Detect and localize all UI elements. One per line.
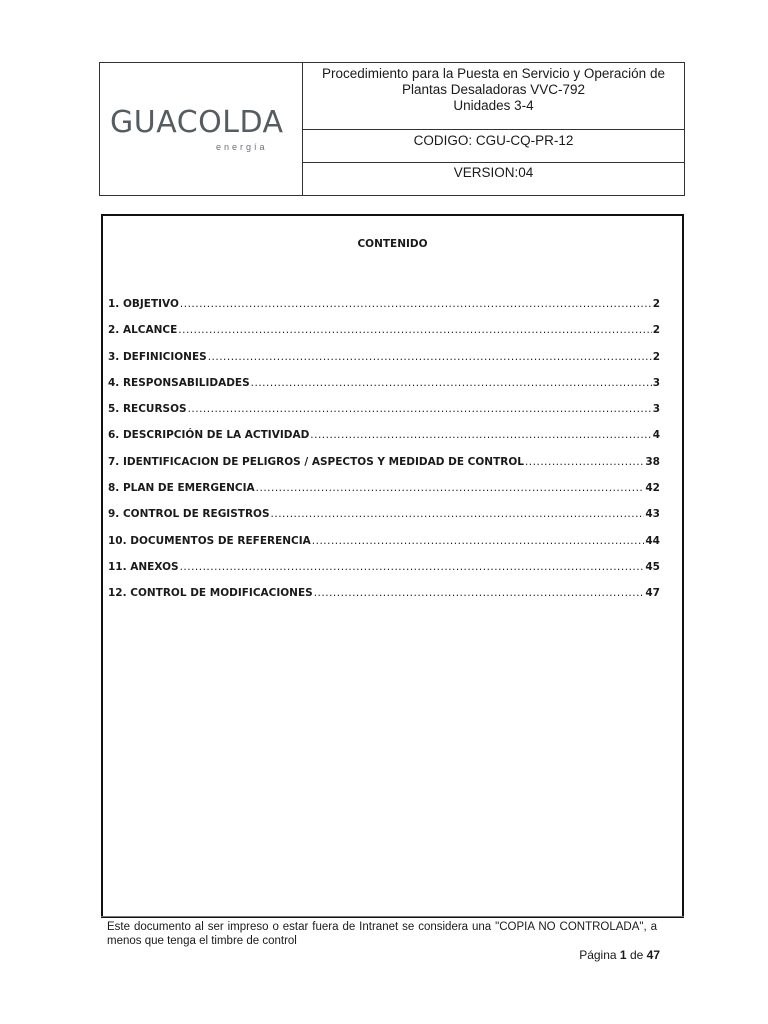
toc-entry-page: 45 — [645, 560, 660, 573]
toc-entry[interactable] — [108, 456, 660, 482]
page-current: 1 — [619, 948, 627, 962]
toc-entry-page: 4 — [652, 429, 660, 442]
toc-entry[interactable] — [108, 482, 660, 508]
toc-entry[interactable] — [108, 535, 660, 561]
toc-entry-label: 2. ALCANCE — [108, 324, 178, 337]
toc-leader-dots — [312, 535, 645, 547]
toc-leader-dots — [314, 587, 645, 599]
toc-heading: CONTENIDO — [357, 238, 428, 250]
table-of-contents-box — [101, 214, 684, 918]
toc-entry[interactable] — [108, 351, 660, 377]
toc-entry-label: 4. RESPONSABILIDADES — [108, 376, 250, 389]
toc-entry[interactable] — [108, 298, 660, 324]
logo-subtitle: energía — [216, 142, 268, 152]
document-header — [99, 62, 685, 196]
toc-leader-dots — [208, 351, 652, 363]
page-total: 47 — [646, 948, 660, 962]
footer-divider — [101, 916, 684, 917]
logo-wordmark: GUACOLDA — [110, 105, 284, 140]
toc-entry[interactable] — [108, 587, 660, 613]
page-separator: de — [629, 948, 644, 962]
title-line-2: Plantas Desaladoras VVC-792 — [401, 82, 586, 97]
toc-entry[interactable] — [108, 403, 660, 429]
toc-entry-label: 11. ANEXOS — [108, 560, 179, 573]
toc-leader-dots — [251, 377, 652, 389]
document-code: CODIGO: CGU-CQ-PR-12 — [303, 130, 684, 163]
toc-entry-label: 9. CONTROL DE REGISTROS — [108, 508, 270, 521]
toc-leader-dots — [256, 482, 645, 494]
toc-entry-page: 44 — [645, 534, 660, 547]
toc-entry[interactable] — [108, 561, 660, 587]
title-line-1: Procedimiento para la Puesta en Servicio y Operación de — [322, 66, 665, 81]
toc-entry-label: 1. OBJETIVO — [108, 298, 179, 310]
page-prefix: Página — [579, 948, 617, 962]
toc-entry-page: 38 — [645, 455, 660, 468]
toc-entry[interactable] — [108, 508, 660, 534]
toc-entry-page: 43 — [645, 508, 660, 521]
toc-leader-dots — [178, 324, 651, 336]
toc-entry-page: 3 — [652, 376, 660, 389]
toc-entry-label: 10. DOCUMENTOS DE REFERENCIA — [108, 534, 311, 547]
toc-entry-label: 12. CONTROL DE MODIFICACIONES — [108, 587, 313, 600]
uncontrolled-copy-notice: Este documento al ser impreso o estar fuera de Intranet se considera una "COPIA NO CONTROLADA", a menos que tenga el timbre de control — [107, 921, 657, 947]
page-number — [579, 948, 660, 962]
toc-entry[interactable] — [108, 429, 660, 455]
toc-leader-dots — [310, 429, 651, 441]
document-version: VERSION:04 — [453, 165, 534, 180]
toc-leader-dots — [180, 298, 652, 310]
toc-entry[interactable] — [108, 377, 660, 403]
toc-leader-dots — [188, 403, 652, 415]
toc-leader-dots — [180, 561, 645, 573]
toc-entry-page: 2 — [652, 350, 660, 363]
toc-entry-page: 2 — [652, 298, 660, 310]
toc-entry-page: 42 — [645, 482, 660, 495]
toc-leader-dots — [271, 508, 645, 520]
toc-entry-page: 2 — [652, 324, 660, 337]
toc-entry-label: 3. DEFINICIONES — [108, 350, 207, 363]
toc-entry-label: 6. DESCRIPCIÓN DE LA ACTIVIDAD — [108, 429, 310, 442]
toc-leader-dots — [525, 456, 644, 468]
document-title — [303, 63, 684, 130]
toc-entry-label: 5. RECURSOS — [108, 403, 187, 416]
toc-entry-page: 3 — [652, 403, 660, 416]
toc-entry-page: 47 — [645, 587, 660, 600]
toc-entry-label: 7. IDENTIFICACION DE PELIGROS / ASPECTOS Y MEDIDAD DE CONTROL — [108, 455, 524, 468]
toc-entry-label: 8. PLAN DE EMERGENCIA — [108, 482, 255, 495]
toc-list — [108, 298, 660, 614]
title-line-3: Unidades 3-4 — [453, 98, 534, 113]
toc-entry[interactable] — [108, 324, 660, 350]
company-logo — [100, 63, 303, 195]
